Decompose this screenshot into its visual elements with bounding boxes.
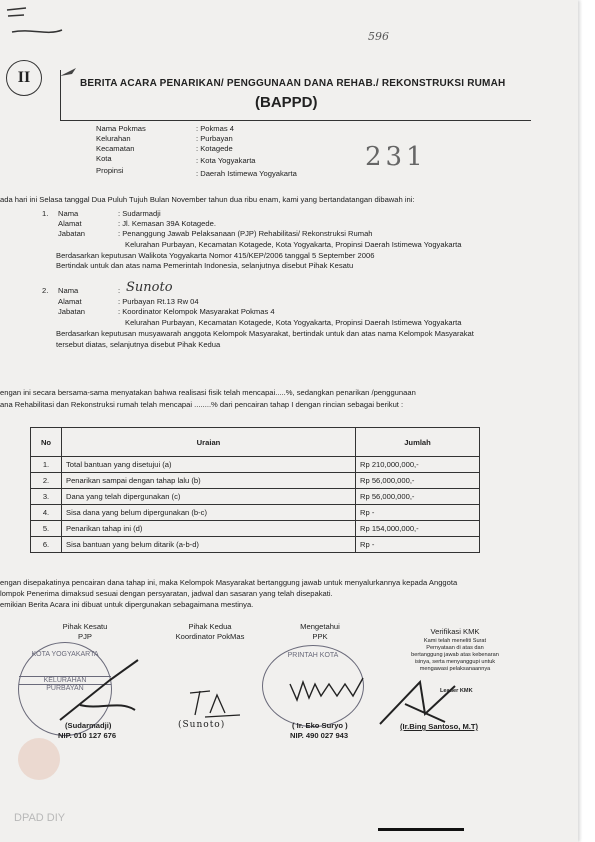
row-jumlah: Rp 56,000,000,- [356,489,480,505]
mengetahui-title: Mengetahui [300,622,340,631]
closing-line2: lompok Penerima dimaksud sesuai dengan persyaratan, jadwal dan sasaran yang telah disepakati. [0,589,333,598]
pihak-kesatu-role: PJP [78,632,92,641]
row-no: 6. [31,537,62,553]
table-row [31,489,480,505]
party2-alamat: : Purbayan Rt.13 Rw 04 [118,297,199,306]
statement-line2: ana Rehabilitasi dan Rekonstruksi rumah telah mencapai ........% dari pencairan tahap I dengan rincian sebagai berikut : [0,400,404,409]
verifikasi-note-line4: isinya, serta menyanggupi untuk [414,659,496,665]
party2-nama-label: Nama [58,286,79,295]
verifikasi-name: (Ir.Bing Santoso, M.T) [400,722,479,731]
header-jumlah: Jumlah [356,428,480,457]
pihak-kesatu-title: Pihak Kesatu [62,622,108,631]
pihak-kedua-role: Koordinator PokMas [175,632,245,641]
table-row [31,521,480,537]
pihak-kesatu-name: (Sudarmadji) [65,721,112,730]
signature-sudarmadji [50,650,150,730]
verifikasi-note-line3: bertanggung jawab atas kebenaran [411,652,499,658]
section-roman-numeral: II [6,60,42,96]
closing-line1: engan disepakatinya pencairan dana tahap ini, maka Kelompok Masyarakat bertanggung jawab untuk menyalurkannya kepada Anggota [0,578,458,587]
row-no: 4. [31,505,62,521]
party2-nama-handwritten: Sunoto [126,280,173,295]
verifikasi-note-line1: Kami telah meneliti Surat [423,638,487,644]
document-subtitle: (BAPPD) [255,94,318,111]
propinsi-label: Propinsi [96,166,124,175]
table-row [31,473,480,489]
scan-bar [378,828,464,831]
row-jumlah: Rp - [356,537,480,553]
row-no: 5. [31,521,62,537]
pihak-kedua-title: Pihak Kedua [188,622,232,631]
party2-jabatan-line1: : Koordinator Kelompok Masyarakat Pokmas 4 [118,307,275,316]
table-row [31,505,480,521]
row-jumlah: Rp - [356,505,480,521]
stamp-printah-text: PRINTAH KOTA [287,652,339,659]
row-uraian: Total bantuan yang disetujui (a) [62,457,356,473]
table-header-row [31,428,480,457]
verifikasi-note-line5: mengawasi pelaksanaannya [419,666,491,672]
table-row [31,537,480,553]
verifikasi-title: Verifikasi KMK [430,627,480,636]
party1-number: 1. [42,209,49,218]
pen-mark-icon [58,66,80,80]
party2-alamat-label: Alamat [58,297,82,306]
corner-scribble [2,2,72,42]
header-no: No [31,428,62,457]
page-number-handwritten: 596 [368,30,389,43]
pokmas-value: : Pokmas 4 [196,124,234,133]
handwritten-number: 231 [365,142,427,172]
party1-jabatan-line1: : Penanggung Jawab Pelaksanaan (PJP) Rehabilitasi/ Rekonstruksi Rumah [118,229,373,238]
kecamatan-value: : Kotagede [196,144,233,153]
signature-bing-santoso [375,674,475,729]
pihak-kesatu-nip: NIP. 010 127 676 [58,731,117,740]
rincian-table [30,427,480,553]
table-row [31,457,480,473]
closing-line3: emikian Berita Acara ini dibuat untuk dipergunakan sebagaimana mestinya. [0,600,254,609]
faint-emblem [18,738,60,780]
party1-alamat-label: Alamat [58,219,82,228]
kelurahan-value: : Purbayan [196,134,233,143]
party1-jabatan-line2: Kelurahan Purbayan, Kecamatan Kotagede, Kota Yogyakarta, Propinsi Daerah Istimewa Yogyakarta [125,240,462,249]
mengetahui-role: PPK [312,632,328,641]
stamp-purbayan-text: PURBAYAN [46,685,84,692]
document-title: BERITA ACARA PENARIKAN/ PENGGUNAAN DANA REHAB./ REKONSTRUKSI RUMAH [80,78,506,89]
row-uraian: Penarikan sampai dengan tahap lalu (b) [62,473,356,489]
watermark: DPAD DIY [14,812,66,824]
party1-nama: : Sudarmadji [118,209,161,218]
party2-basis-line1: Berdasarkan keputusan musyawarah anggota Kelompok Masyarakat, bertindak untuk dan atas nama Kelompok Masyarakat [56,329,474,338]
party1-basis-line1: Berdasarkan keputusan Walikota Yogyakarta Nomor 415/KEP/2006 tanggal 5 September 2006 [56,251,375,260]
statement-line1: engan ini secara bersama-sama menyatakan bahwa realisasi fisik telah mencapai.....%, sedangkan penarikan /penggunaan [0,388,416,397]
row-uraian: Dana yang telah dipergunakan (c) [62,489,356,505]
row-uraian: Sisa dana yang belum dipergunakan (b-c) [62,505,356,521]
party1-alamat: : Jl. Kemasan 39A Kotagede. [118,219,216,228]
row-jumlah: Rp 56,000,000,- [356,473,480,489]
row-uraian: Sisa bantuan yang belum ditarik (a-b-d) [62,537,356,553]
row-no: 1. [31,457,62,473]
party2-jabatan-label: Jabatan [58,307,86,316]
row-jumlah: Rp 210,000,000,- [356,457,480,473]
intro-text: ada hari ini Selasa tanggal Dua Puluh Tujuh Bulan November tahun dua ribu enam, kami yang bertandatangan dibawah ini: [0,195,415,204]
stamp-kelurahan-text: KELURAHAN [19,676,111,685]
party2-basis-line2: tersebut diatas, selanjutnya disebut Pihak Kedua [56,340,221,349]
verifikasi-note [400,638,510,673]
kota-value: : Kota Yogyakarta [196,156,256,165]
signature-eko-suryo [285,672,375,707]
party1-nama-label: Nama [58,209,79,218]
signature-sunoto [185,685,245,720]
pihak-kedua-name-handwritten: (Sunoto) [178,720,226,730]
mengetahui-nip: NIP. 490 027 943 [290,731,349,740]
party1-basis-line2: Bertindak untuk dan atas nama Pemerintah Indonesia, selanjutnya disebut Pihak Kesatu [56,261,354,270]
verifikasi-leader: Leader KMK [440,688,473,694]
kelurahan-label: Kelurahan [96,134,131,143]
pokmas-label: Nama Pokmas [96,124,146,133]
verifikasi-note-line2: Pernyataan di atas dan [426,645,484,651]
row-no: 2. [31,473,62,489]
row-jumlah: Rp 154,000,000,- [356,521,480,537]
row-no: 3. [31,489,62,505]
propinsi-value: : Daerah Istimewa Yogyakarta [196,169,297,178]
party2-number: 2. [42,286,49,295]
kota-label: Kota [96,154,112,163]
party2-nama-prefix: : [118,286,121,295]
stamp-kota-text: KOTA YOGYAKARTA [31,651,99,658]
mengetahui-name: ( Ir. Eko Suryo ) [292,721,348,730]
row-uraian: Penarikan tahap ini (d) [62,521,356,537]
party1-jabatan-label: Jabatan [58,229,86,238]
header-uraian: Uraian [62,428,356,457]
party2-jabatan-line2: Kelurahan Purbayan, Kecamatan Kotagede, Kota Yogyakarta, Propinsi Daerah Istimewa Yogyakarta [125,318,462,327]
kecamatan-label: Kecamatan [96,144,135,153]
